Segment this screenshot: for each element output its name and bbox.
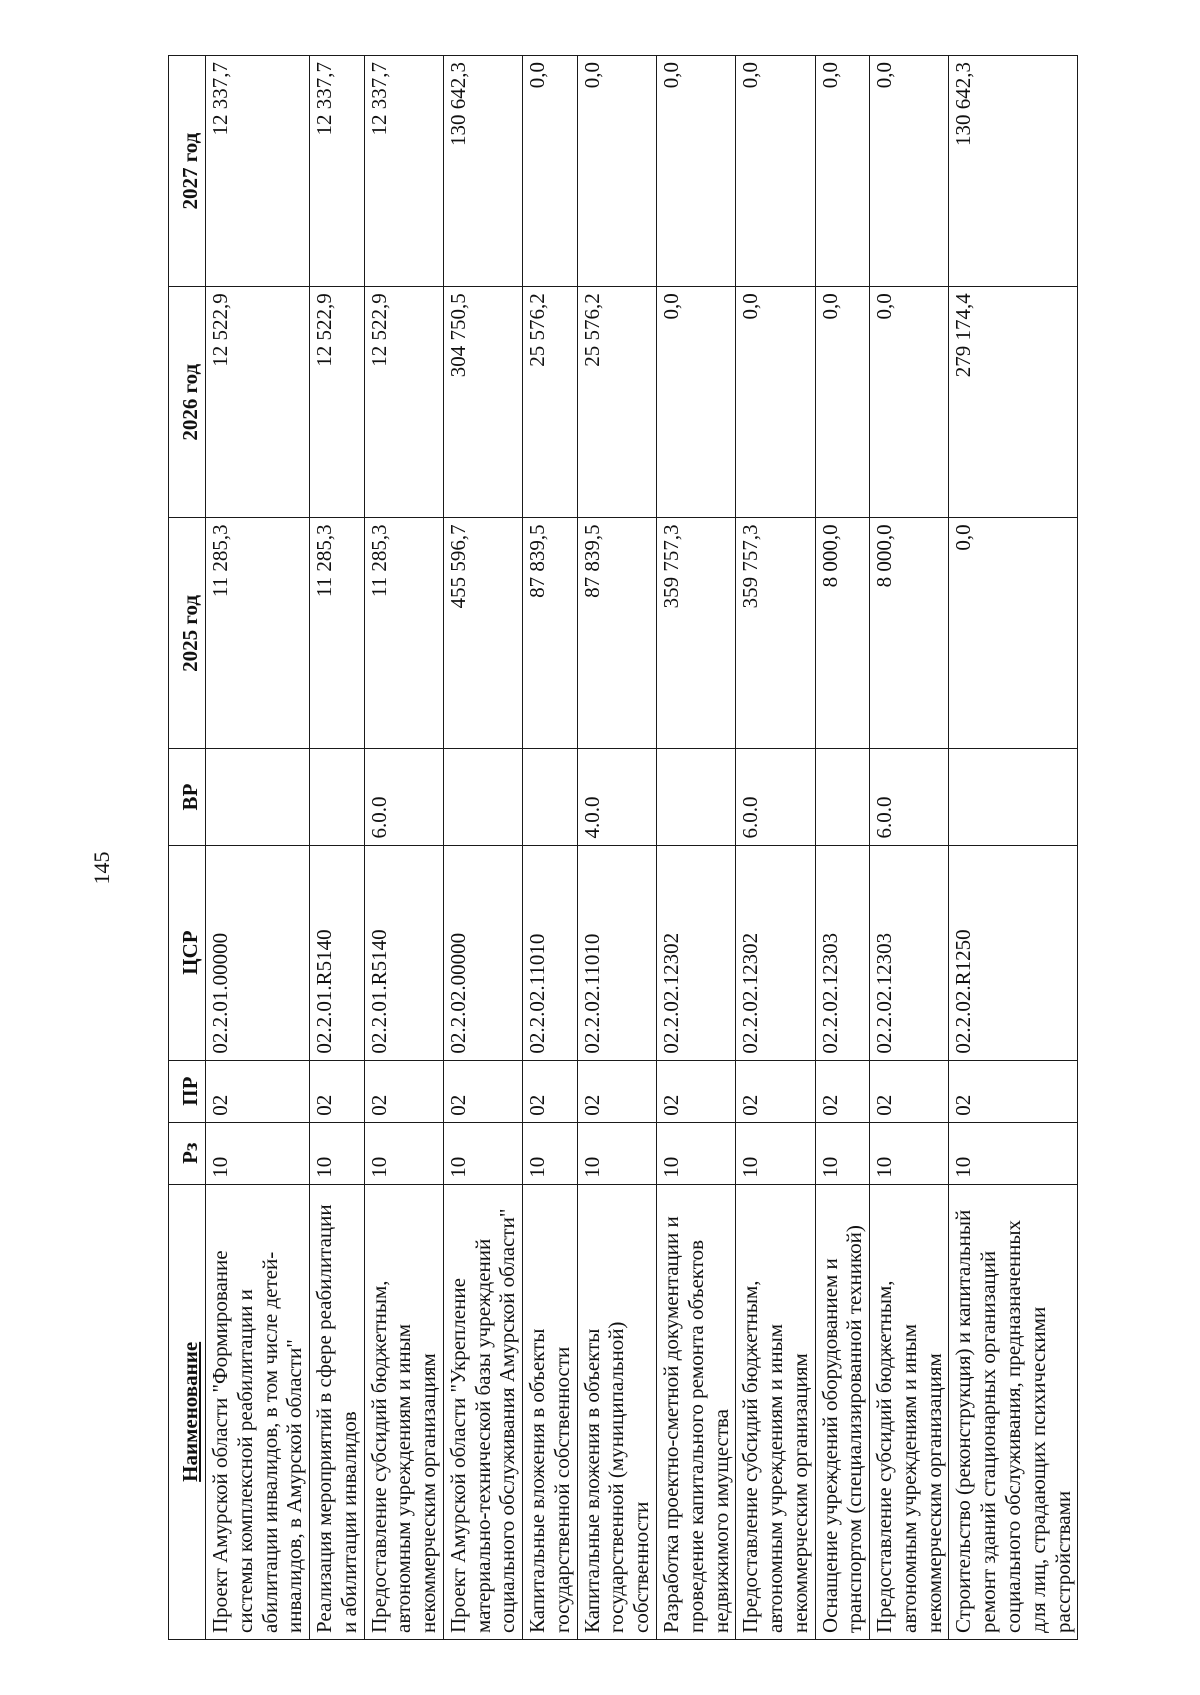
cell-pr: 02 (949, 1060, 1078, 1122)
cell-csr: 02.2.02.12302 (657, 845, 736, 1060)
header-2025: 2025 год (169, 518, 206, 749)
cell-2026: 12 522,9 (310, 287, 365, 518)
budget-table-container (168, 55, 1075, 1640)
header-2027: 2027 год (169, 56, 206, 287)
cell-pr: 02 (523, 1060, 578, 1122)
cell-csr: 02.2.02.00000 (443, 845, 522, 1060)
cell-2025: 8 000,0 (815, 518, 870, 749)
cell-2025: 359 757,3 (736, 518, 815, 749)
table-row (657, 56, 736, 1640)
cell-rz: 10 (577, 1122, 656, 1184)
cell-pr: 02 (736, 1060, 815, 1122)
cell-vr (523, 749, 578, 845)
cell-csr: 02.2.02.12303 (815, 845, 870, 1060)
cell-vr: 4.0.0 (577, 749, 656, 845)
header-vr: ВР (169, 749, 206, 845)
cell-pr: 02 (206, 1060, 310, 1122)
table-row (577, 56, 656, 1640)
cell-name: Реализация мероприятий в сфере реабилитации и абилитации инвалидов (310, 1184, 365, 1639)
cell-name: Предоставление субсидий бюджетным, автономным учреждениям и иным некоммерческим организациям (736, 1184, 815, 1639)
cell-rz: 10 (815, 1122, 870, 1184)
cell-rz: 10 (523, 1122, 578, 1184)
cell-pr: 02 (815, 1060, 870, 1122)
cell-rz: 10 (443, 1122, 522, 1184)
cell-2026: 0,0 (815, 287, 870, 518)
cell-pr: 02 (310, 1060, 365, 1122)
budget-table (168, 55, 1078, 1640)
cell-csr: 02.2.01.R5140 (310, 845, 365, 1060)
cell-name: Проект Амурской области "Формирование системы комплексной реабилитации и абилитации инвалидов, в том числе детей-инвалидов, в Амурской области" (206, 1184, 310, 1639)
header-name: Наименование (169, 1184, 206, 1639)
cell-pr: 02 (443, 1060, 522, 1122)
cell-pr: 02 (577, 1060, 656, 1122)
table-row (310, 56, 365, 1640)
cell-name: Оснащение учреждений оборудованием и транспортом (специализированной техникой) (815, 1184, 870, 1639)
cell-name: Капитальные вложения в объекты государственной (муниципальной) собственности (577, 1184, 656, 1639)
cell-csr: 02.2.02.R1250 (949, 845, 1078, 1060)
cell-rz: 10 (310, 1122, 365, 1184)
cell-vr (206, 749, 310, 845)
cell-vr: 6.0.0 (870, 749, 949, 845)
cell-2027: 12 337,7 (310, 56, 365, 287)
cell-2027: 0,0 (736, 56, 815, 287)
cell-2027: 0,0 (577, 56, 656, 287)
table-row (736, 56, 815, 1640)
cell-2026: 304 750,5 (443, 287, 522, 518)
cell-vr (949, 749, 1078, 845)
cell-2027: 12 337,7 (206, 56, 310, 287)
cell-2026: 0,0 (870, 287, 949, 518)
cell-csr: 02.2.01.R5140 (364, 845, 443, 1060)
cell-2027: 0,0 (870, 56, 949, 287)
cell-2027: 12 337,7 (364, 56, 443, 287)
cell-2027: 0,0 (657, 56, 736, 287)
cell-vr (815, 749, 870, 845)
cell-rz: 10 (736, 1122, 815, 1184)
cell-2025: 359 757,3 (657, 518, 736, 749)
cell-name: Строительство (реконструкция) и капитальный ремонт зданий стационарных организаций социального обслуживания, предназначенных для лиц, страдающих психическими расстройствами (949, 1184, 1078, 1639)
cell-rz: 10 (949, 1122, 1078, 1184)
header-pr: ПР (169, 1060, 206, 1122)
cell-pr: 02 (364, 1060, 443, 1122)
cell-vr (310, 749, 365, 845)
cell-2025: 11 285,3 (364, 518, 443, 749)
table-row (523, 56, 578, 1640)
cell-2026: 0,0 (657, 287, 736, 518)
table-row (364, 56, 443, 1640)
cell-2025: 455 596,7 (443, 518, 522, 749)
cell-2025: 11 285,3 (310, 518, 365, 749)
cell-2025: 87 839,5 (577, 518, 656, 749)
cell-2026: 25 576,2 (523, 287, 578, 518)
table-row (815, 56, 870, 1640)
cell-name: Предоставление субсидий бюджетным, автономным учреждениям и иным некоммерческим организациям (364, 1184, 443, 1639)
cell-2026: 25 576,2 (577, 287, 656, 518)
cell-rz: 10 (657, 1122, 736, 1184)
cell-2026: 12 522,9 (206, 287, 310, 518)
cell-vr (443, 749, 522, 845)
cell-2027: 0,0 (523, 56, 578, 287)
table-header-row (169, 56, 206, 1640)
cell-rz: 10 (206, 1122, 310, 1184)
cell-2027: 130 642,3 (443, 56, 522, 287)
cell-csr: 02.2.02.12302 (736, 845, 815, 1060)
cell-vr: 6.0.0 (364, 749, 443, 845)
cell-2025: 8 000,0 (870, 518, 949, 749)
cell-vr: 6.0.0 (736, 749, 815, 845)
cell-name: Проект Амурской области "Укрепление материально-технической базы учреждений социального обслуживания Амурской области" (443, 1184, 522, 1639)
cell-name: Капитальные вложения в объекты государственной собственности (523, 1184, 578, 1639)
cell-vr (657, 749, 736, 845)
table-row (949, 56, 1078, 1640)
cell-pr: 02 (870, 1060, 949, 1122)
table-row (206, 56, 310, 1640)
cell-pr: 02 (657, 1060, 736, 1122)
page-number: 145 (89, 851, 114, 885)
header-csr: ЦСР (169, 845, 206, 1060)
cell-rz: 10 (364, 1122, 443, 1184)
cell-2026: 0,0 (736, 287, 815, 518)
cell-name: Разработка проектно-сметной документации и проведение капитального ремонта объектов недвижимого имущества (657, 1184, 736, 1639)
table-row (443, 56, 522, 1640)
table-row (870, 56, 949, 1640)
cell-2026: 12 522,9 (364, 287, 443, 518)
cell-2026: 279 174,4 (949, 287, 1078, 518)
header-2026: 2026 год (169, 287, 206, 518)
cell-2025: 11 285,3 (206, 518, 310, 749)
table-body (206, 56, 1078, 1640)
cell-csr: 02.2.01.00000 (206, 845, 310, 1060)
cell-csr: 02.2.02.12303 (870, 845, 949, 1060)
cell-rz: 10 (870, 1122, 949, 1184)
cell-name: Предоставление субсидий бюджетным, автономным учреждениям и иным некоммерческим организациям (870, 1184, 949, 1639)
cell-2027: 130 642,3 (949, 56, 1078, 287)
header-rz: Рз (169, 1122, 206, 1184)
cell-csr: 02.2.02.11010 (577, 845, 656, 1060)
cell-2027: 0,0 (815, 56, 870, 287)
cell-2025: 87 839,5 (523, 518, 578, 749)
cell-2025: 0,0 (949, 518, 1078, 749)
cell-csr: 02.2.02.11010 (523, 845, 578, 1060)
